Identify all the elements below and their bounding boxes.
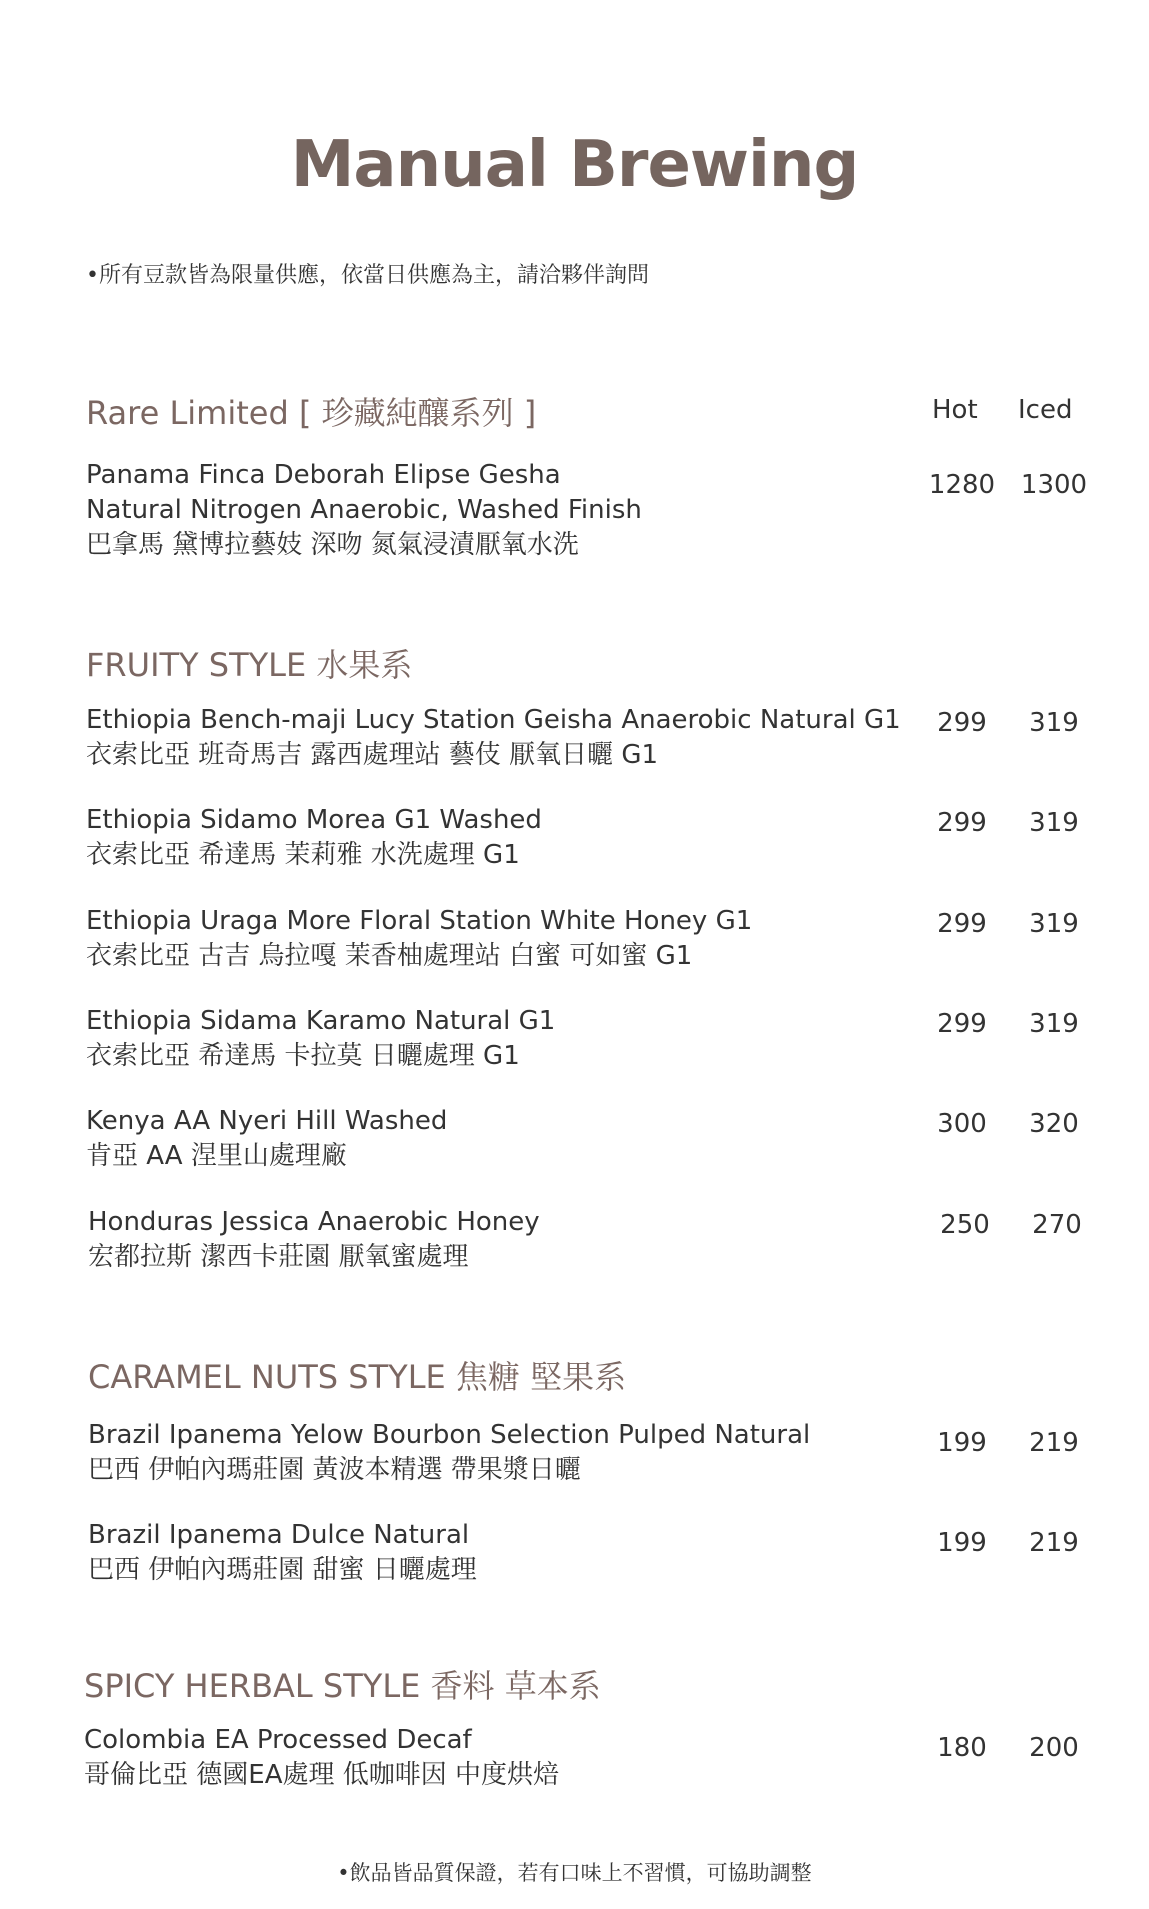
item-name-zh: 衣索比亞 希達馬 卡拉莫 日曬處理 G1 bbox=[86, 1041, 520, 1071]
price-hot: 300 bbox=[937, 1109, 987, 1139]
section-title-spicy-herbal: SPICY HERBAL STYLE 香料 草本系 bbox=[84, 1667, 601, 1705]
price-hot: 299 bbox=[937, 708, 987, 738]
item-name-zh: 巴西 伊帕內瑪莊園 甜蜜 日曬處理 bbox=[88, 1555, 477, 1585]
item-process-en: Natural Nitrogen Anaerobic, Washed Finish bbox=[86, 495, 642, 525]
item-name-en: Panama Finca Deborah Elipse Gesha bbox=[86, 460, 561, 490]
item-name-zh: 宏都拉斯 潔西卡莊園 厭氧蜜處理 bbox=[88, 1242, 469, 1272]
price-hot: 180 bbox=[937, 1733, 987, 1763]
menu-item bbox=[88, 1518, 908, 1588]
item-name-en: Ethiopia Uraga More Floral Station White Honey G1 bbox=[86, 906, 753, 936]
item-name-zh: 衣索比亞 班奇馬吉 露西處理站 藝伎 厭氧日曬 G1 bbox=[86, 740, 659, 770]
price-iced: 319 bbox=[1029, 1009, 1079, 1039]
price-iced: 219 bbox=[1029, 1528, 1079, 1558]
item-name-zh: 巴拿馬 黛博拉藝妓 深吻 氮氣浸漬厭氧水洗 bbox=[86, 530, 579, 560]
price-iced: 320 bbox=[1029, 1109, 1079, 1139]
item-name-zh: 肯亞 AA 涅里山處理廠 bbox=[86, 1141, 347, 1171]
price-hot: 1280 bbox=[928, 470, 996, 500]
page-title: Manual Brewing bbox=[290, 128, 859, 202]
price-iced: 270 bbox=[1032, 1210, 1082, 1240]
item-name-en: Ethiopia Sidamo Morea G1 Washed bbox=[86, 805, 542, 835]
item-name-en: Colombia EA Processed Decaf bbox=[84, 1725, 472, 1755]
menu-item bbox=[88, 1205, 908, 1275]
section-title-fruity: FRUITY STYLE 水果系 bbox=[86, 646, 413, 684]
item-name-zh: 衣索比亞 希達馬 茉莉雅 水洗處理 G1 bbox=[86, 840, 520, 870]
column-header-iced: Iced bbox=[1018, 395, 1073, 425]
availability-note: •所有豆款皆為限量供應，依當日供應為主，請洽夥伴詢問 bbox=[86, 263, 649, 288]
menu-item bbox=[86, 458, 906, 563]
item-name-en: Kenya AA Nyeri Hill Washed bbox=[86, 1106, 448, 1136]
price-iced: 200 bbox=[1029, 1733, 1079, 1763]
column-header-hot: Hot bbox=[932, 395, 978, 425]
quality-note: •飲品皆品質保證，若有口味上不習慣，可協助調整 bbox=[337, 1861, 812, 1885]
item-name-zh: 巴西 伊帕內瑪莊園 黃波本精選 帶果漿日曬 bbox=[88, 1455, 581, 1485]
menu-item bbox=[86, 803, 906, 873]
price-hot: 199 bbox=[937, 1428, 987, 1458]
item-name-zh: 哥倫比亞 德國EA處理 低咖啡因 中度烘焙 bbox=[84, 1760, 560, 1790]
item-name-en: Brazil Ipanema Yelow Bourbon Selection Pulped Natural bbox=[88, 1420, 811, 1450]
price-iced: 1300 bbox=[1020, 470, 1088, 500]
price-hot: 250 bbox=[940, 1210, 990, 1240]
price-iced: 319 bbox=[1029, 708, 1079, 738]
price-hot: 299 bbox=[937, 808, 987, 838]
price-iced: 219 bbox=[1029, 1428, 1079, 1458]
price-iced: 319 bbox=[1029, 808, 1079, 838]
item-name-en: Ethiopia Bench-maji Lucy Station Geisha Anaerobic Natural G1 bbox=[86, 705, 901, 735]
menu-item bbox=[86, 703, 906, 773]
price-hot: 199 bbox=[937, 1528, 987, 1558]
menu-item bbox=[88, 1418, 908, 1488]
menu-item bbox=[86, 904, 906, 974]
price-hot: 299 bbox=[937, 909, 987, 939]
item-name-zh: 衣索比亞 古吉 烏拉嘎 茉香柚處理站 白蜜 可如蜜 G1 bbox=[86, 941, 693, 971]
item-name-en: Brazil Ipanema Dulce Natural bbox=[88, 1520, 470, 1550]
item-name-en: Ethiopia Sidama Karamo Natural G1 bbox=[86, 1006, 556, 1036]
menu-item bbox=[86, 1004, 906, 1074]
item-name-en: Honduras Jessica Anaerobic Honey bbox=[88, 1207, 540, 1237]
menu-item bbox=[84, 1723, 904, 1793]
menu-item bbox=[86, 1104, 906, 1174]
price-hot: 299 bbox=[937, 1009, 987, 1039]
section-title-caramel-nuts: CARAMEL NUTS STYLE 焦糖 堅果系 bbox=[88, 1358, 627, 1396]
price-iced: 319 bbox=[1029, 909, 1079, 939]
section-title-rare-limited: Rare Limited [ 珍藏純釀系列 ] bbox=[86, 394, 537, 432]
